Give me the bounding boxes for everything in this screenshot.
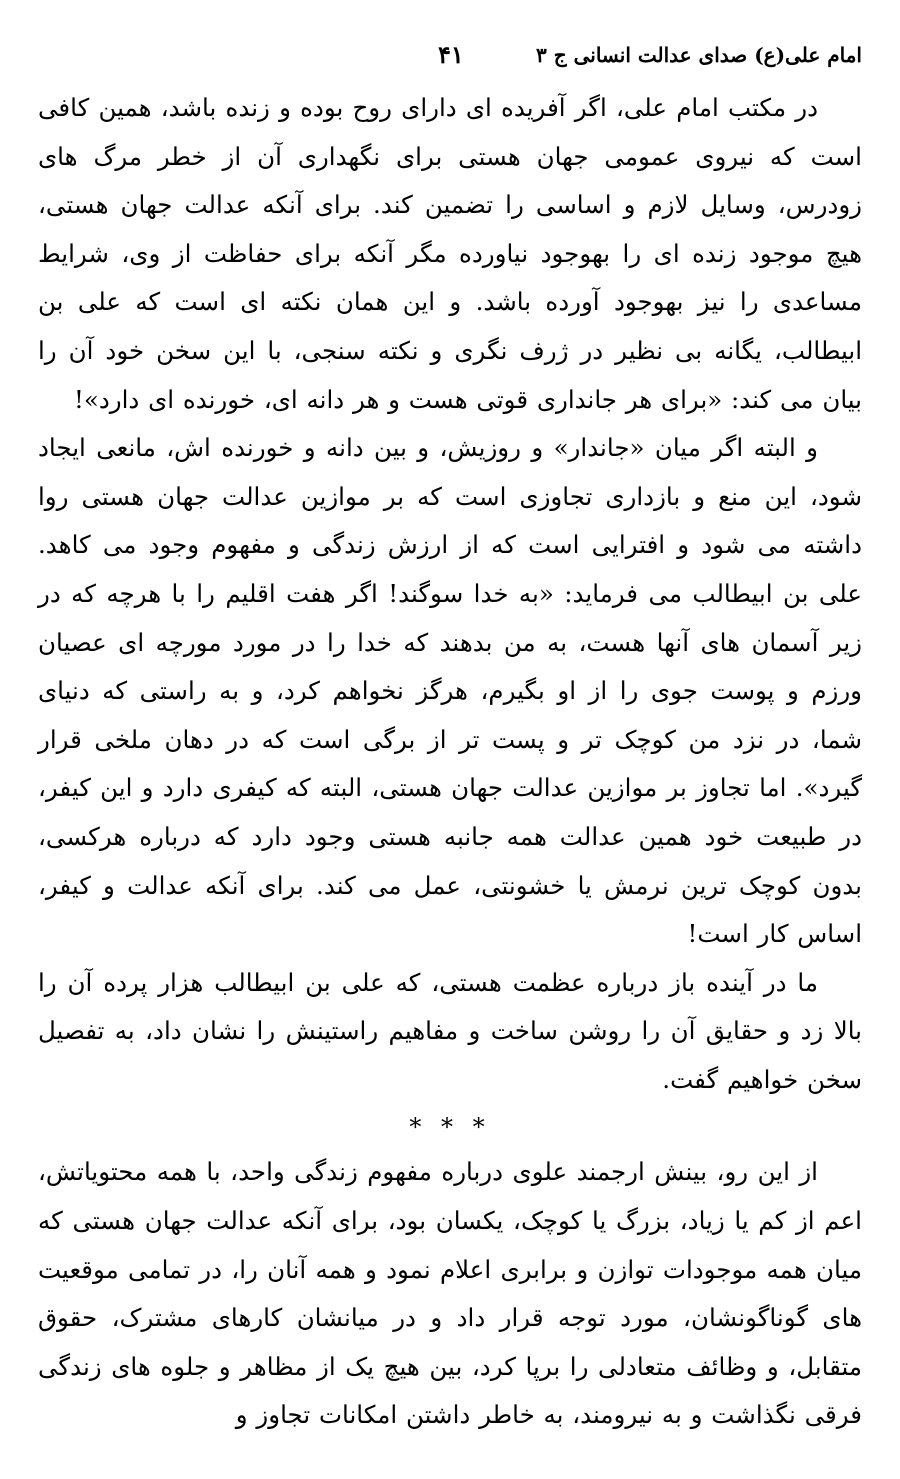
header-title: امام علی(ع) صدای عدالت انسانی ج ۳ [536,43,862,67]
running-header [38,40,862,70]
section-separator: * * * [409,1113,491,1142]
paragraph: و البته اگر میان «جاندار» و روزیش، و بین دانه و خورنده اش، مانعی ایجاد شود، این منع و بازداری تجاوزی است که بر موازین عدالت جهان هستی روا داشته می شود و افترایی است که از ارزش زندگی و مفهوم وجود می کاهد. علی بن ابیطالب می فرماید: «به خدا سوگند! اگر هفت اقلیم را با هرچه که در زیر آسمان های آنها هست، به من بدهند که خدا را در مورد مورچه ای عصیان ورزم و پوست جوی را از او بگیرم، هرگز نخواهم کرد، و به راستی که دنیای شما، در نزد من کوچک تر و پست تر از برگی است که در دهان ملخی قرار گیرد». اما تجاوز بر موازین عدالت جهان هستی، البته که کیفری دارد و این کیفر، در طبیعت خود همین عدالت همه جانبه هستی وجود دارد که درباره هرکسی، بدون کوچک ترین نرمش یا خشونتی، عمل می کند. برای آنکه عدالت و کیفر، اساس کار است! [38,433,862,949]
page-number: ۴۱ [438,40,464,69]
body-text [38,84,862,1440]
paragraph: ما در آینده باز درباره عظمت هستی، که علی بن ابیطالب هزار پرده آن را بالا زد و حقایق آن را روشن ساخت و مفاهیم راستینش را نشان داد، به تفصیل سخن خواهیم گفت. [38,967,862,1094]
book-page [38,0,862,1479]
paragraph: در مکتب امام علی، اگر آفریده ای دارای روح بوده و زنده باشد، همین کافی است که نیروی عمومی جهان هستی برای نگهداری آن از خطر مرگ های زودرس، وسایل لازم و اساسی را تضمین کند. برای آنکه عدالت جهان هستی، هیچ موجود زنده ای را بهوجود نیاورده مگر آنکه برای حفاظت از وی، شرایط مساعدی را نیز بهوجود آورده باشد. و این همان نکته ای است که علی بن ابیطالب، یگانه بی نظیر در ژرف نگری و نکته سنجی، با این سخن خود آن را بیان می کند: «برای هر جانداری قوتی هست و هر دانه ای، خورنده ای دارد»! [38,93,862,414]
paragraph: از این رو، بینش ارجمند علوی درباره مفهوم زندگی واحد، با همه محتویاتش، اعم از کم یا زیاد، بزرگ یا کوچک، یکسان بود، برای آنکه عدالت جهان هستی که میان همه موجودات توازن و برابری اعلام نمود و همه آنان را، در تمامی موقعیت های گوناگونشان، مورد توجه قرار داد و در میانشان کارهای مشترک، حقوق متقابل، و وظائف متعادلی را برپا کرد، بین هیچ یک از مظاهر و جلوه های زندگی فرقی نگذاشت و به نیرومند، به خاطر داشتن امکانات تجاوز و [38,1157,862,1430]
